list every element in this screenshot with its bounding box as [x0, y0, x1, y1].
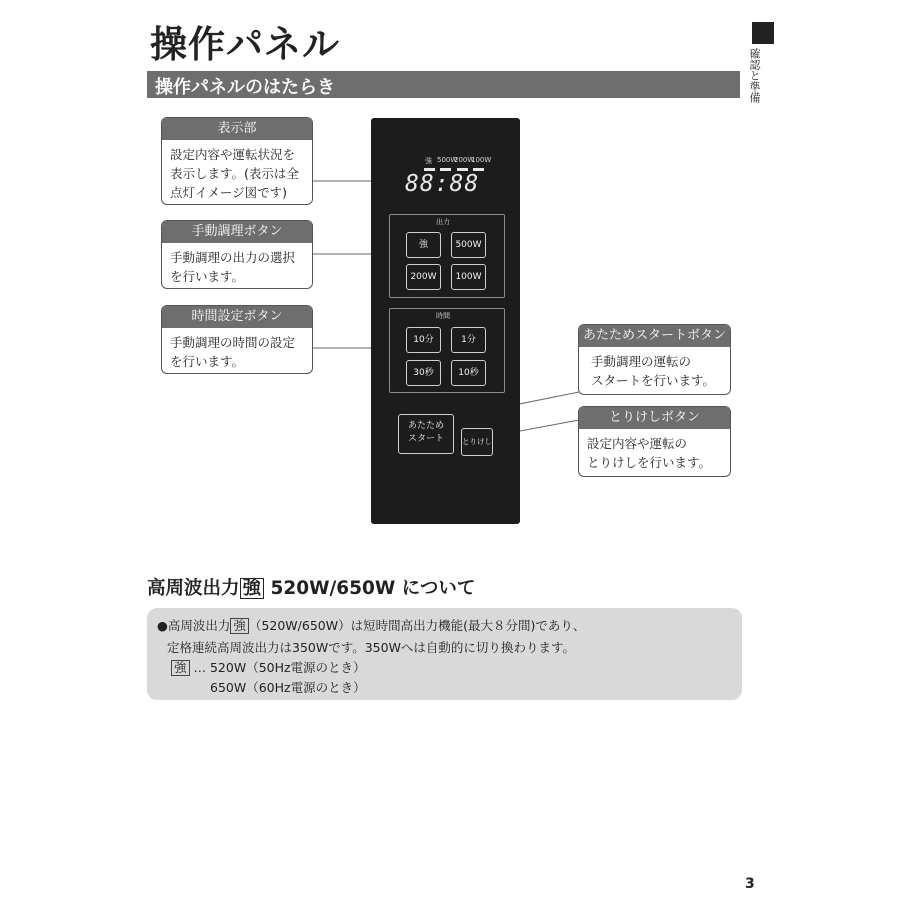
page-number: 3 — [745, 876, 755, 892]
callout-time-line: を行います。 — [170, 354, 245, 369]
callout-display — [161, 117, 313, 205]
callout-time-setting — [161, 305, 313, 374]
callout-time-line: 手動調理の時間の設定 — [170, 335, 296, 350]
page-title: 操作パネル — [150, 23, 340, 66]
callout-start-line: スタートを行います。 — [591, 373, 716, 388]
output-group-label: 出力 — [436, 218, 450, 226]
callout-start-heading: あたためスタートボタン — [579, 325, 730, 347]
warm-start-button[interactable] — [398, 414, 454, 454]
callout-display-line: 表示します。(表示は全 — [170, 166, 299, 181]
time-1min-button[interactable]: 1分 — [451, 327, 486, 353]
note-text: ●高周波出力 — [157, 618, 231, 633]
callout-manual-line: 手動調理の出力の選択 — [170, 250, 296, 265]
output-100w-button[interactable]: 100W — [451, 264, 486, 290]
note-line-1 — [157, 616, 585, 634]
indicator-200w: 200W — [454, 156, 475, 164]
note-box — [147, 608, 742, 700]
callout-manual-line: を行います。 — [170, 269, 245, 284]
display-digits: 88:88 — [405, 171, 480, 197]
section-heading: 操作パネルのはたらき — [155, 77, 335, 98]
note-line-2: 定格連続高周波出力は350Wです。350Wへは自動的に切り換わります。 — [167, 640, 575, 655]
warm-start-label: スタート — [407, 434, 444, 444]
indicator-100w: 100W — [471, 156, 492, 164]
note-heading-boxed: 強 — [240, 578, 265, 599]
note-heading-text: 520W/650W について — [270, 578, 476, 599]
callout-manual-heading: 手動調理ボタン — [162, 221, 312, 243]
note-line-3 — [171, 658, 366, 676]
output-button-group — [389, 214, 505, 298]
output-200w-button[interactable]: 200W — [406, 264, 441, 290]
note-boxed: 強 — [230, 618, 249, 634]
callout-start-line: 手動調理の運転の — [591, 354, 692, 369]
warm-start-label: あたため — [407, 421, 444, 431]
time-30sec-button[interactable]: 30秒 — [406, 360, 441, 386]
side-tab-label: 確認と準備 — [748, 48, 761, 103]
callout-warm-start — [578, 324, 731, 395]
time-button-group — [389, 308, 505, 393]
note-heading — [147, 574, 475, 600]
note-text: （520W/650W）は短時間高出力機能(最大８分間)であり、 — [248, 618, 586, 633]
callout-display-line: 点灯イメージ図です) — [170, 185, 288, 200]
callout-cancel-line: 設定内容や運転の — [587, 436, 688, 451]
cancel-button[interactable]: とりけし — [461, 428, 493, 456]
callout-cancel — [578, 406, 731, 477]
callout-cancel-heading: とりけしボタン — [579, 407, 730, 429]
note-heading-text: 高周波出力 — [147, 578, 240, 599]
time-10min-button[interactable]: 10分 — [406, 327, 441, 353]
time-10sec-button[interactable]: 10秒 — [451, 360, 486, 386]
callout-display-line: 設定内容や運転状況を — [170, 147, 296, 162]
callout-display-heading: 表示部 — [162, 118, 312, 140]
time-group-label: 時間 — [436, 312, 450, 320]
control-panel — [371, 118, 520, 524]
callout-time-heading: 時間設定ボタン — [162, 306, 312, 328]
note-line-4: 650W（60Hz電源のとき） — [210, 680, 366, 695]
note-boxed: 強 — [171, 660, 190, 676]
note-text: … 520W（50Hz電源のとき） — [193, 660, 366, 675]
indicator-strong: 強 — [425, 157, 432, 165]
callout-manual-cooking — [161, 220, 313, 289]
output-500w-button[interactable]: 500W — [451, 232, 486, 258]
output-strong-button[interactable]: 強 — [406, 232, 441, 258]
indicator-500w: 500W — [437, 156, 458, 164]
callout-cancel-line: とりけしを行います。 — [587, 455, 712, 470]
